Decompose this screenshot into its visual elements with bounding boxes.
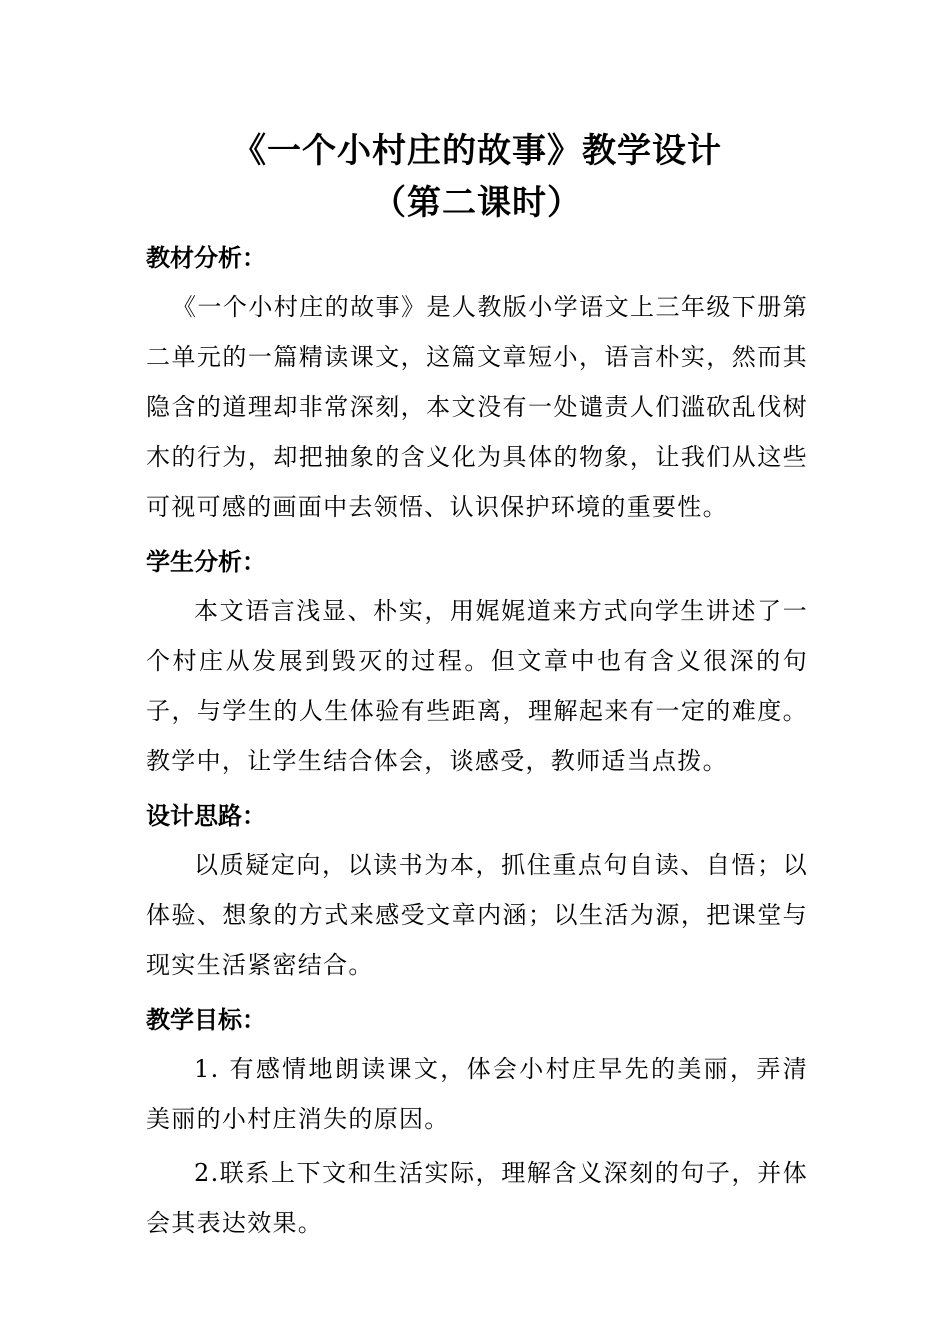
section-body-students: 本文语言浅显、朴实，用娓娓道来方式向学生讲述了一个村庄从发展到毁灭的过程。但文章中也有含义很深的句子，与学生的人生体验有些距离，理解起来有一定的难度。教学中，让学生结合体会，谈感受，教师适当点拨。: [146, 597, 808, 775]
document-page: [146, 124, 808, 1252]
section-design-idea: [146, 798, 808, 990]
section-body-textbook: 《一个小村庄的故事》是人教版小学语文上三年级下册第二单元的一篇精读课文，这篇文章短小，语言朴实，然而其隐含的道理却非常深刻，本文没有一处谴责人们滥砍乱伐树木的行为，却把抽象的含义化为具体的物象，让我们从这些可视可感的画面中去领悟、认识保护环境的重要性。: [146, 293, 808, 521]
goal-item: 1. 有感情地朗读课文，体会小村庄早先的美丽，弄清美丽的小村庄消失的原因。: [146, 1055, 808, 1133]
document-subtitle: （第二课时）: [372, 183, 582, 223]
goal-item: 2.联系上下文和生活实际，理解含义深刻的句子，并体会其表达效果。: [146, 1159, 808, 1237]
section-textbook-analysis: [146, 240, 808, 532]
section-heading-goals: 教学目标：: [146, 1006, 266, 1034]
section-heading-textbook: 教材分析：: [146, 244, 266, 272]
section-heading-students: 学生分析：: [146, 548, 266, 576]
document-title: 《一个小村庄的故事》教学设计: [232, 131, 722, 171]
section-student-analysis: [146, 544, 808, 786]
section-teaching-goals: [146, 1002, 808, 1248]
section-heading-design: 设计思路：: [146, 802, 266, 830]
section-body-design: 以质疑定向，以读书为本，抓住重点句自读、自悟；以体验、想象的方式来感受文章内涵；以生活为源，把课堂与现实生活紧密结合。: [146, 851, 808, 979]
